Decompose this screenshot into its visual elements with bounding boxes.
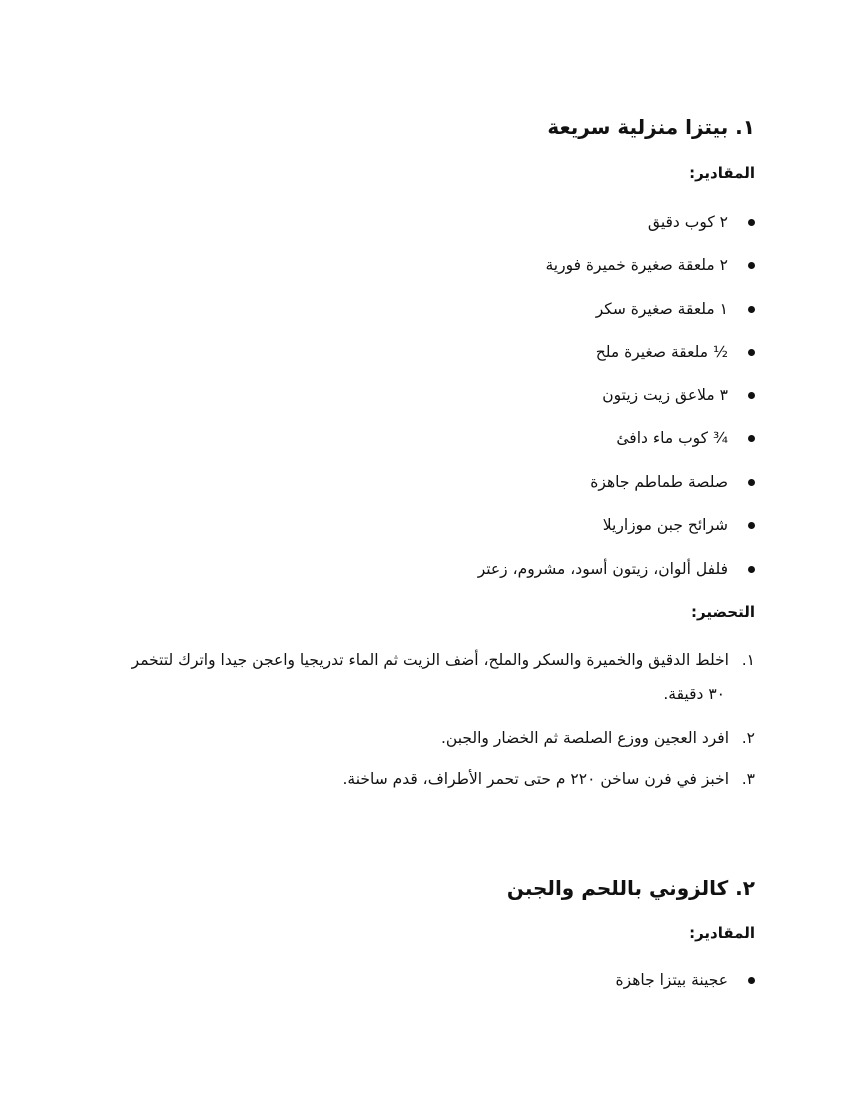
bullet-icon	[748, 219, 755, 226]
list-item: ¾ كوب ماء دافئ	[616, 429, 755, 447]
list-item: عجينة بيتزا جاهزة	[616, 971, 755, 989]
bullet-icon	[748, 977, 755, 984]
bullet-icon	[748, 435, 755, 442]
recipe2-title: ٢. كالزوني باللحم والجبن	[506, 876, 755, 900]
list-item: صلصة طماطم جاهزة	[590, 473, 755, 491]
list-item: ٢ ملعقة صغيرة خميرة فورية	[545, 256, 755, 274]
bullet-icon	[748, 392, 755, 399]
recipe1-prep-heading: التحضير:	[691, 603, 755, 621]
bullet-icon	[748, 566, 755, 573]
step-item-continuation: ٣٠ دقيقة.	[663, 685, 725, 703]
bullet-icon	[748, 306, 755, 313]
recipe1-ingredients-heading: المقادير:	[689, 164, 755, 182]
list-item: ٣ ملاعق زيت زيتون	[602, 386, 755, 404]
list-item: ٢ كوب دقيق	[648, 213, 755, 231]
bullet-icon	[748, 262, 755, 269]
recipe2-ingredients-heading: المقادير:	[689, 924, 755, 942]
step-item: ٣.اخبز في فرن ساخن ٢٢٠ م حتى تحمر الأطراف، قدم ساخنة.	[342, 770, 755, 788]
list-item: ١ ملعقة صغيرة سكر	[596, 300, 755, 318]
bullet-icon	[748, 522, 755, 529]
list-item: شرائح جبن موزاريلا	[603, 516, 755, 534]
list-item: ½ ملعقة صغيرة ملح	[596, 343, 755, 361]
step-item: ٢.افرد العجين ووزع الصلصة ثم الخضار والجبن.	[440, 729, 755, 747]
recipe1-title: ١. بيتزا منزلية سريعة	[547, 115, 755, 139]
list-item: فلفل ألوان، زيتون أسود، مشروم، زعتر	[478, 560, 755, 578]
bullet-icon	[748, 349, 755, 356]
step-item: ١.اخلط الدقيق والخميرة والسكر والملح، أضف الزيت ثم الماء تدريجيا واعجن جيدا واترك لتتخمر	[131, 651, 755, 669]
bullet-icon	[748, 479, 755, 486]
